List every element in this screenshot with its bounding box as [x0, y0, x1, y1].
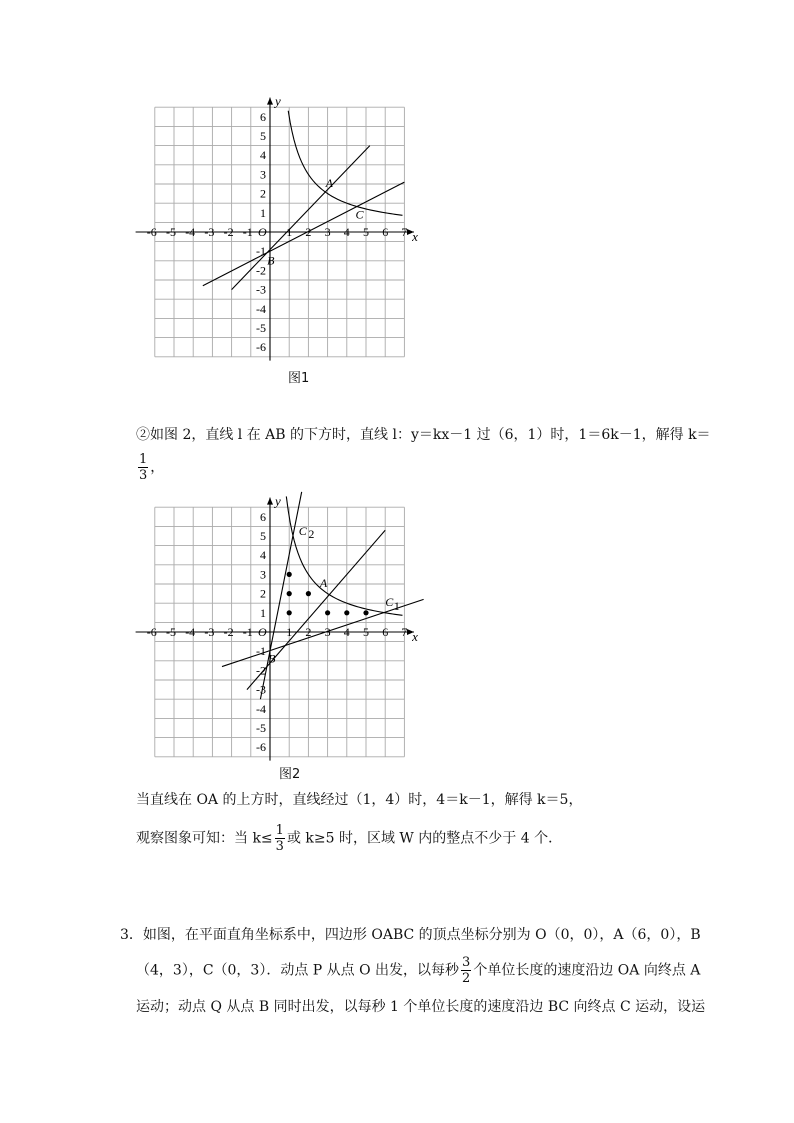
integer-point	[287, 572, 292, 577]
origin-label: O	[258, 625, 267, 639]
above-line	[136, 790, 582, 810]
x-tick-label: 2	[305, 625, 312, 639]
y-axis-arrow	[267, 98, 273, 105]
x-tick-label: -4	[185, 225, 196, 239]
problem3-text-2b: 个单位长度的速度沿边 OA 向终点 A	[473, 962, 701, 979]
y-tick-label: -3	[256, 282, 266, 297]
conclusion-text-b: 或 k≥5 时，区域 W 内的整点不少于 4 个．	[286, 830, 563, 847]
fraction-numerator: 3	[462, 955, 471, 970]
fraction-denominator: 2	[462, 971, 471, 986]
case2-line	[136, 425, 711, 445]
y-tick-label: -5	[256, 321, 266, 335]
y-axis-label: y	[275, 493, 281, 509]
x-tick-label: 7	[401, 225, 408, 239]
x-tick-label: -3	[204, 625, 215, 639]
x-tick-label: -2	[223, 625, 234, 639]
y-tick-label: -6	[256, 340, 266, 355]
x-tick-label: -3	[204, 225, 215, 239]
integer-point	[287, 591, 292, 596]
x-tick-label: 4	[343, 625, 350, 639]
line-steep	[260, 492, 301, 699]
x-tick-label: 6	[382, 225, 389, 239]
line-ba	[232, 146, 370, 290]
figure-2-graph	[130, 495, 430, 765]
conclusion-text-a: 观察图象可知：当 k≤	[136, 830, 273, 847]
point-c-label: C	[355, 207, 364, 222]
above-text: 当直线在 OA 的上方时，直线经过（1，4）时，4＝k－1，解得 k＝5，	[136, 792, 583, 808]
point-c1-subscript: 1	[393, 598, 400, 613]
y-tick-label: 5	[260, 129, 266, 143]
problem3-text-2a: （4，3），C（0，3）．动点 P 从点 O 出发，以每秒	[136, 962, 460, 979]
y-tick-label: 2	[260, 186, 266, 201]
y-tick-label: 3	[260, 567, 266, 582]
x-tick-label: -1	[242, 625, 253, 639]
point-c1-label: C	[385, 595, 394, 610]
x-axis-label: x	[412, 229, 418, 244]
y-axis-label: y	[275, 93, 281, 109]
figure-1-caption: 图1	[288, 371, 310, 386]
y-tick-label: 4	[260, 548, 266, 563]
case2-text: ②如图 2，直线 l 在 AB 的下方时，直线 l：y＝kx－1 过（6，1）时，1＝6k－1，解得 k＝	[136, 427, 711, 443]
y-tick-label: 4	[260, 148, 266, 163]
fraction-three-halves	[461, 955, 471, 986]
problem3-text-3: 运动；动点 Q 从点 B 同时出发，以每秒 1 个单位长度的速度沿边 BC 向终点 C 运动，设运	[136, 999, 706, 1015]
integer-point	[306, 591, 311, 596]
fraction-one-third-2	[275, 823, 285, 854]
problem3-line1	[120, 925, 701, 945]
origin-label: O	[258, 225, 267, 239]
integer-point	[363, 610, 368, 615]
figure-1	[130, 95, 430, 365]
y-tick-label: -4	[256, 701, 266, 716]
fraction-denominator: 3	[275, 839, 284, 854]
x-tick-label: 5	[363, 625, 369, 639]
x-axis-label: x	[412, 629, 418, 644]
x-tick-label: -2	[223, 225, 234, 239]
figure-2-caption: 图2	[279, 767, 301, 782]
y-tick-label: -1	[256, 244, 266, 259]
x-tick-label: 3	[324, 225, 331, 239]
figure-1-graph	[130, 95, 430, 365]
point-a-label: A	[319, 575, 328, 590]
fraction-numerator: 1	[275, 823, 284, 838]
point-b-label: B	[268, 651, 276, 666]
x-tick-label: -6	[146, 225, 157, 239]
case2-fraction-line	[136, 452, 164, 483]
point-c2-subscript: 2	[308, 526, 315, 541]
y-tick-label: -4	[256, 301, 266, 316]
y-tick-label: 6	[260, 509, 266, 524]
y-tick-label: -2	[256, 263, 266, 278]
y-tick-label: -6	[256, 740, 266, 755]
y-tick-label: -5	[256, 721, 266, 735]
x-tick-label: 1	[286, 625, 293, 639]
y-tick-label: 6	[260, 109, 266, 124]
integer-point	[325, 610, 330, 615]
x-tick-label: 4	[343, 225, 350, 239]
x-tick-label: 3	[324, 625, 331, 639]
x-tick-label: -6	[146, 625, 157, 639]
x-tick-label: -5	[166, 225, 176, 239]
x-tick-label: 6	[382, 625, 389, 639]
fraction-numerator: 1	[139, 452, 148, 467]
y-axis-arrow	[267, 498, 273, 505]
x-tick-label: 5	[363, 225, 369, 239]
integer-point	[344, 610, 349, 615]
problem3-line3	[136, 997, 705, 1017]
y-tick-label: 5	[260, 529, 266, 543]
x-tick-label: 7	[401, 625, 408, 639]
y-tick-label: -1	[256, 644, 266, 659]
point-b-label: B	[267, 253, 275, 268]
point-c2-label: C	[298, 524, 307, 539]
problem3-line2	[136, 955, 700, 986]
fraction-one-third	[138, 452, 148, 483]
conclusion-line	[136, 823, 562, 854]
point-a-label: A	[325, 175, 334, 190]
y-tick-label: -2	[256, 663, 266, 678]
x-tick-label: 1	[286, 225, 293, 239]
figure-2	[130, 495, 430, 765]
y-tick-label: 1	[260, 205, 266, 220]
x-tick-label: -4	[185, 625, 196, 639]
y-tick-label: 3	[260, 167, 266, 182]
problem3-text-1: 3．如图，在平面直角坐标系中，四边形 OABC 的顶点坐标分别为 O（0，0），A（6，0），B	[120, 927, 701, 943]
x-tick-label: -1	[242, 225, 253, 239]
case2-end: ，	[150, 459, 165, 476]
fraction-denominator: 3	[139, 468, 148, 483]
integer-point	[287, 610, 292, 615]
x-tick-label: 2	[305, 225, 312, 239]
y-tick-label: -3	[256, 682, 266, 697]
y-tick-label: 2	[260, 586, 266, 601]
x-tick-label: -5	[166, 625, 176, 639]
y-tick-label: 1	[260, 605, 266, 620]
